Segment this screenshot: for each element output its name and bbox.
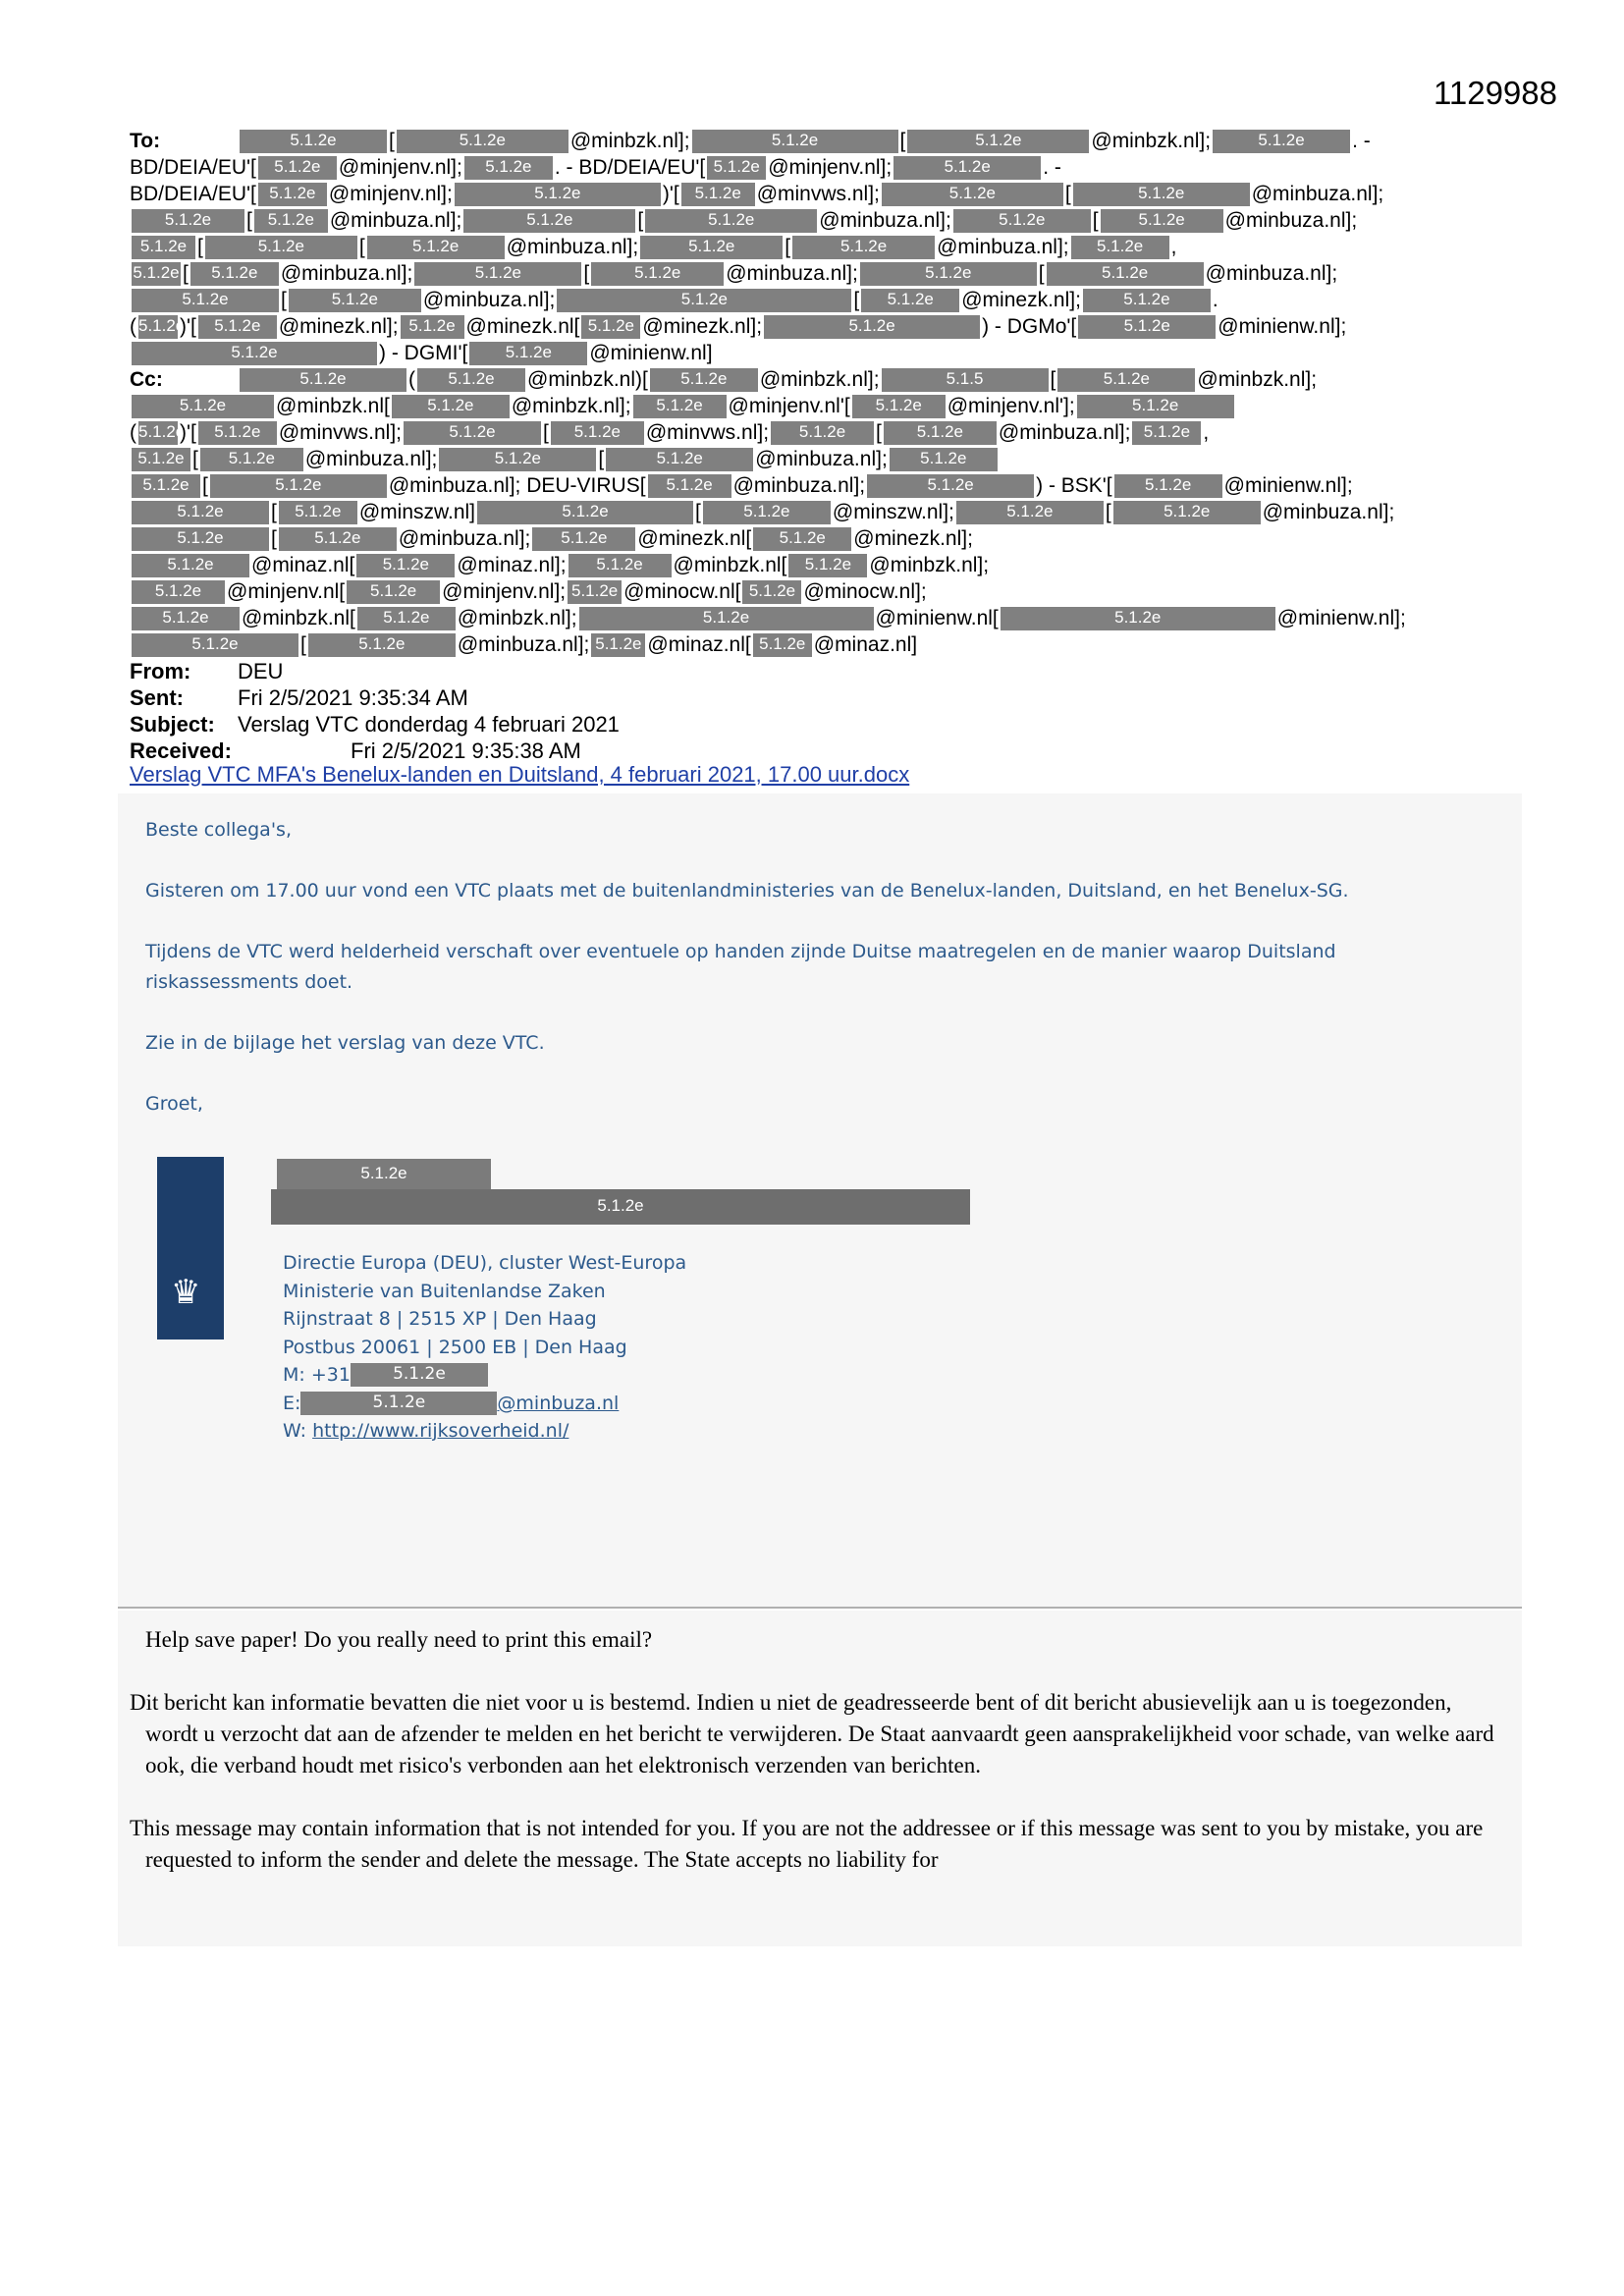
recipient-text: @minezk.nl]; — [278, 315, 399, 338]
recipient-text: ) - DGMo'[ — [982, 315, 1077, 338]
crest-icon: ♛ — [171, 1274, 201, 1311]
redaction-box: 5.1.2e — [132, 342, 377, 365]
recipients-block — [130, 128, 1504, 658]
recipient-line — [130, 631, 1504, 658]
recipient-text: @minbuza.nl]; — [1251, 183, 1384, 205]
website-link[interactable]: http://www.rijksoverheid.nl/ — [312, 1420, 569, 1442]
greeting: Beste collega's, — [145, 819, 292, 841]
recipient-line — [130, 605, 1504, 631]
signature-block — [283, 1249, 686, 1446]
recipient-text: @minbzk.nl[ — [242, 607, 355, 629]
recipient-text: @minbuza.nl]; — [506, 236, 639, 258]
redaction-box: 5.1.2e — [132, 633, 298, 657]
recipient-text: @minjenv.nl[ — [227, 580, 346, 603]
redaction-box: 5.1.2e — [764, 315, 980, 339]
to-block — [130, 128, 1504, 366]
redaction-box: 5.1.2e — [606, 448, 753, 471]
recipient-line — [130, 446, 1504, 472]
redaction-box: 5.1.2e — [860, 262, 1037, 286]
recipient-line — [130, 128, 1504, 154]
redaction-box: 5.1.2e — [132, 474, 200, 498]
subject-value: Verslag VTC donderdag 4 februari 2021 — [238, 712, 620, 737]
redaction-box: 5.1.2e — [198, 421, 277, 445]
signature-line-3: Rijnstraat 8 | 2515 XP | Den Haag — [283, 1308, 597, 1330]
recipient-text: @minocw.nl]; — [803, 580, 927, 603]
website-prefix: W: — [283, 1420, 307, 1442]
redaction-box: 5.1.2e — [532, 527, 635, 551]
recipient-text: @minezk.nl[ — [465, 315, 580, 338]
redaction-box: 5.1.2e — [1057, 368, 1195, 392]
recipient-text: @minjenv.nl]; — [442, 580, 567, 603]
recipient-text: @minbzk.nl]; — [1091, 130, 1212, 152]
recipient-label: Cc: — [130, 368, 163, 391]
recipient-text: @minbzk.nl]; — [569, 130, 690, 152]
redaction-box: 5.1.2e — [190, 262, 279, 286]
redaction-box: 5.1.2e — [1073, 183, 1250, 206]
redaction-box: 5.1.2e — [132, 262, 181, 286]
disclaimer — [130, 1624, 1504, 1907]
recipient-line — [130, 366, 1504, 393]
recipient-text: @minjenv.nl']; — [947, 395, 1075, 417]
recipient-text: [ — [358, 236, 365, 258]
recipient-text: @minjenv.nl]; — [768, 156, 893, 179]
recipient-text: @minienw.nl] — [589, 342, 713, 364]
recipient-text: [ — [202, 474, 208, 497]
redaction-box: 5.1.2e — [132, 580, 225, 604]
subject-row — [130, 711, 620, 738]
redaction-box: 5.1.2e — [132, 527, 269, 551]
recipient-line — [130, 499, 1504, 525]
recipient-line — [130, 472, 1504, 499]
redaction-box: 5.1.2e — [1132, 421, 1201, 445]
redaction-box: 5.1.2e — [357, 607, 456, 630]
redaction-box: 5.1.2e — [469, 342, 587, 365]
recipient-text: ( — [408, 368, 415, 391]
divider — [118, 1607, 1522, 1609]
recipient-label: To: — [130, 130, 161, 152]
signature-line-1: Directie Europa (DEU), cluster West-Europa — [283, 1252, 687, 1274]
recipient-text: [ — [637, 209, 644, 232]
redaction-box: 5.1.2e — [792, 236, 935, 259]
redaction-box: 5.1.2e — [956, 501, 1104, 524]
redaction-box: 5.1.2e — [882, 183, 1063, 206]
recipient-text: [ — [246, 209, 252, 232]
recipient-text: @minaz.nl[ — [251, 554, 355, 576]
recipient-line — [130, 313, 1504, 340]
redaction-box: 5.1.2e — [861, 289, 959, 312]
mobile-prefix: M: +31 — [283, 1364, 351, 1386]
redaction-box: 5.1.2e — [132, 236, 195, 259]
recipient-text: [ — [281, 289, 287, 311]
redaction-box: 5.1.2e — [279, 527, 397, 551]
redaction-box: 5.1.2e — [707, 156, 766, 180]
sent-row — [130, 684, 620, 711]
recipient-text: [ — [389, 130, 395, 152]
redaction-box: 5.1.2e — [477, 501, 693, 524]
recipient-text: )'[ — [180, 315, 196, 338]
recipient-text: ) - DGMI'[ — [379, 342, 468, 364]
redaction-box: 5.1.2e — [884, 421, 997, 445]
recipient-text: @minezk.nl]; — [961, 289, 1081, 311]
recipient-line — [130, 340, 1504, 366]
closing: Groet, — [145, 1093, 203, 1115]
recipient-line — [130, 207, 1504, 234]
recipient-text: @minbzk.nl)[ — [527, 368, 648, 391]
recipient-text: )'[ — [180, 421, 196, 444]
redaction-box: 5.1.2e — [258, 183, 327, 206]
recipient-text: @minbuza.nl]; — [422, 289, 556, 311]
redaction-box: 5.1.2e — [1077, 395, 1234, 418]
redaction-box: 5.1.2e — [1001, 607, 1275, 630]
redaction-box: 5.1.2e — [648, 474, 731, 498]
redaction-box: 5.1.2e — [392, 395, 510, 418]
redaction-box: 5.1.2e — [200, 448, 303, 471]
redaction-box: 5.1.2e — [591, 633, 645, 657]
redaction-box: 5.1.2e — [132, 501, 269, 524]
recipient-text: @minbzk.nl]; — [759, 368, 880, 391]
redaction-box: 5.1.2e — [579, 607, 874, 630]
recipient-text: @minvws.nl]; — [278, 421, 403, 444]
redaction-box: 5.1.2e — [633, 395, 727, 418]
recipient-text: @minienw.nl[ — [875, 607, 999, 629]
disclaimer-dutch: Dit bericht kan informatie bevatten die niet voor u is bestemd. Indien u niet de geadresseerde bent of dit bericht abusievelijk aan u is toegezonden, wordt u verzocht dat aan de afzender te melden en het bericht te verwijderen. De Staat aanvaardt geen aansprakelijkheid voor schade, van welke aard ook, die verband houdt met risico's verbonden aan het elektronisch verzenden van berichten. — [130, 1690, 1494, 1777]
redaction-box: 5.1.2e — [132, 554, 249, 577]
redaction-box: 5.1.2e — [356, 554, 455, 577]
recipient-line — [130, 552, 1504, 578]
redaction-box: 5.1.2e — [258, 156, 337, 180]
recipient-text: , — [1203, 421, 1210, 444]
recipient-text: BD/DEIA/EU'[ — [130, 156, 256, 179]
redaction-box: 5.1.2e — [414, 262, 581, 286]
recipient-text: @minbzk.nl[ — [276, 395, 390, 417]
redaction-box: 5.1.2e — [289, 289, 421, 312]
recipient-text: @minbzk.nl[ — [673, 554, 787, 576]
recipient-text: @minvws.nl]; — [756, 183, 880, 205]
recipient-text: @minbuza.nl]; — [726, 262, 858, 285]
recipient-text: @minocw.nl[ — [623, 580, 741, 603]
recipient-text: . - — [1043, 156, 1061, 179]
signature-name-redaction: 5.1.2e — [277, 1159, 491, 1192]
recipient-text: @minienw.nl]; — [1218, 315, 1347, 338]
recipient-text: @minbuza.nl]; — [1262, 501, 1395, 523]
redaction-box: 5.1.2e — [650, 368, 758, 392]
recipient-text: @minbuza.nl]; — [998, 421, 1131, 444]
recipient-text: @minbuza.nl]; — [937, 236, 1069, 258]
redaction-box: 5.1.2e — [464, 156, 553, 180]
redaction-box: 5.1.2e — [753, 527, 851, 551]
redaction-box: 5.1.2e — [417, 368, 525, 392]
attachment-link[interactable]: Verslag VTC MFA's Benelux-landen en Duitsland, 4 februari 2021, 17.00 uur.docx — [130, 762, 910, 787]
signature-line-4: Postbus 20061 | 2500 EB | Den Haag — [283, 1336, 627, 1358]
redaction-box: 5.1.2e — [210, 474, 387, 498]
recipient-line — [130, 578, 1504, 605]
redaction-box: 5.1.2e — [240, 130, 387, 153]
recipient-text: [ — [876, 421, 882, 444]
email-domain-link[interactable]: @minbuza.nl — [497, 1392, 620, 1414]
recipient-text: @minezk.nl]; — [853, 527, 973, 550]
disclaimer-english: This message may contain information that is not intended for you. If you are not the addressee or if this message was sent to you by mistake, you are requested to inform the sender and delete the message. The State accepts no liability for — [130, 1816, 1484, 1872]
received-value: Fri 2/5/2021 9:35:38 AM — [351, 738, 581, 763]
redaction-box: 5.1.2e — [645, 209, 817, 233]
redaction-box: 5.1.2e — [1101, 209, 1223, 233]
recipient-text: @minbzk.nl]; — [1197, 368, 1318, 391]
redaction-box: 5.1.2e — [1213, 130, 1350, 153]
print-notice: Help save paper! Do you really need to print this email? — [145, 1627, 653, 1652]
recipient-text: [ — [695, 501, 701, 523]
recipient-text: [ — [1092, 209, 1099, 232]
recipient-text: [ — [853, 289, 860, 311]
signature-email — [283, 1390, 686, 1418]
redaction-box: 5.1.2e — [132, 607, 240, 630]
message-meta — [130, 658, 620, 764]
recipient-text: [ — [1105, 501, 1111, 523]
cc-block — [130, 366, 1504, 658]
redaction-box: 5.1.2e — [401, 315, 464, 339]
recipient-text: @minjenv.nl'[ — [728, 395, 850, 417]
recipient-text: @minienw.nl]; — [1223, 474, 1353, 497]
recipient-text: @minienw.nl]; — [1276, 607, 1406, 629]
received-row — [130, 738, 620, 764]
rijksoverheid-logo — [157, 1157, 224, 1339]
body-paragraph-2: Tijdens de VTC werd helderheid verschaft over eventuele op handen zijnde Duitse maatregelen en de manier waarop Duitsland riskassessments doet. — [145, 941, 1336, 993]
redaction-box: 5.1.2e — [890, 448, 998, 471]
signature-mobile — [283, 1361, 686, 1390]
redaction-box: 5.1.5 — [882, 368, 1049, 392]
signature-line-2: Ministerie van Buitenlandse Zaken — [283, 1280, 606, 1302]
redaction-box: 5.1.2e — [240, 368, 406, 392]
redaction-box: 5.1.2e — [788, 554, 867, 577]
recipient-text: @minbzk.nl]; — [869, 554, 990, 576]
redaction-box: 5.1.2e — [397, 130, 568, 153]
redaction-box: 5.1.2e — [132, 209, 244, 233]
recipient-text: @minaz.nl]; — [457, 554, 567, 576]
redaction-box: 5.1.2e — [132, 289, 279, 312]
redaction-box: 5.1.2e — [254, 209, 328, 233]
recipient-line — [130, 234, 1504, 260]
recipient-line — [130, 181, 1504, 207]
redaction-box: 5.1.2e — [1114, 474, 1222, 498]
redaction-box: 5.1.2e — [640, 236, 783, 259]
signature-website — [283, 1417, 686, 1446]
redaction-box: 5.1.2e — [703, 501, 831, 524]
recipient-text: @minezk.nl[ — [637, 527, 752, 550]
recipient-text: [ — [1050, 368, 1056, 391]
recipient-text: [ — [583, 262, 590, 285]
from-label: From: — [130, 659, 191, 683]
redaction-box: 5.1.2e — [439, 448, 596, 471]
recipient-line — [130, 260, 1504, 287]
recipient-text: [ — [899, 130, 906, 152]
email-prefix: E: — [283, 1392, 301, 1414]
recipient-text: @minszw.nl]; — [832, 501, 954, 523]
recipient-text: @minbuza.nl]; — [819, 209, 951, 232]
redaction-box: 5.1.2e — [591, 262, 724, 286]
redaction-box: 5.1.2e — [557, 289, 851, 312]
recipient-text: , — [1170, 236, 1177, 258]
recipient-text: @minbzk.nl]; — [511, 395, 631, 417]
recipient-text: [ — [183, 262, 189, 285]
recipient-text: [ — [192, 448, 198, 470]
redaction-box: 5.1.2e — [138, 315, 178, 339]
redaction-box: 5.1.2e — [367, 236, 505, 259]
redaction-box: 5.1.2e — [138, 421, 178, 445]
recipient-text: @minjenv.nl]; — [328, 183, 453, 205]
recipient-text: [ — [271, 501, 277, 523]
from-row — [130, 658, 620, 684]
email-redaction: 5.1.2e — [300, 1392, 497, 1415]
redaction-box: 5.1.2e — [198, 315, 277, 339]
recipient-line — [130, 525, 1504, 552]
recipient-text: . - BD/DEIA/EU'[ — [554, 156, 706, 179]
redaction-box: 5.1.2e — [953, 209, 1091, 233]
redaction-box: 5.1.2e — [771, 421, 874, 445]
recipient-text: . - — [1352, 130, 1371, 152]
message-body — [145, 815, 1500, 1150]
recipient-line — [130, 419, 1504, 446]
redaction-box: 5.1.2e — [132, 395, 274, 418]
mobile-redaction: 5.1.2e — [351, 1363, 488, 1387]
recipient-text: BD/DEIA/EU'[ — [130, 183, 256, 205]
recipient-text: [ — [1064, 183, 1071, 205]
subject-label: Subject: — [130, 712, 215, 737]
body-paragraph-3: Zie in de bijlage het verslag van deze VTC. — [145, 1032, 545, 1054]
sent-value: Fri 2/5/2021 9:35:34 AM — [238, 685, 468, 710]
redaction-box: 5.1.2e — [753, 633, 812, 657]
redaction-box: 5.1.2e — [455, 183, 661, 206]
from-value: DEU — [238, 659, 284, 683]
recipient-text: @minaz.nl] — [813, 633, 918, 656]
signature-title-redaction: 5.1.2e — [271, 1189, 970, 1225]
redaction-box: 5.1.2e — [1083, 289, 1211, 312]
redaction-box: 5.1.2e — [1047, 262, 1204, 286]
recipient-text: @minbuza.nl]; — [280, 262, 413, 285]
recipient-text: @minbuza.nl]; — [755, 448, 888, 470]
redaction-box: 5.1.2e — [205, 236, 357, 259]
redaction-box: 5.1.2e — [568, 554, 672, 577]
body-paragraph-1: Gisteren om 17.00 uur vond een VTC plaats met de buitenlandministeries van de Benelux-landen, Duitsland, en het Benelux-SG. — [145, 880, 1349, 902]
redaction-box: 5.1.2e — [581, 315, 640, 339]
redaction-box: 5.1.2e — [279, 501, 357, 524]
recipient-text: @minbuza.nl]; — [457, 633, 590, 656]
recipient-text: ( — [130, 421, 136, 444]
recipient-text: @minszw.nl] — [358, 501, 476, 523]
recipient-text: ( — [130, 315, 136, 338]
recipient-text: @minjenv.nl]; — [338, 156, 462, 179]
redaction-box: 5.1.2e — [1078, 315, 1216, 339]
recipient-text: @minezk.nl]; — [642, 315, 763, 338]
recipient-text: [ — [543, 421, 549, 444]
redaction-box: 5.1.2e — [681, 183, 755, 206]
recipient-text: . — [1212, 289, 1218, 311]
recipient-text: @minbuza.nl]; — [304, 448, 438, 470]
redaction-box: 5.1.2e — [1071, 236, 1169, 259]
redaction-box: 5.1.2e — [347, 580, 440, 604]
recipient-text: [ — [300, 633, 306, 656]
redaction-box: 5.1.2e — [463, 209, 635, 233]
recipient-text: [ — [785, 236, 791, 258]
recipient-text: [ — [197, 236, 203, 258]
sent-label: Sent: — [130, 685, 184, 710]
redaction-box: 5.1.2e — [1113, 501, 1261, 524]
recipient-line — [130, 154, 1504, 181]
recipient-text: @minbuza.nl]; — [732, 474, 866, 497]
recipient-text: [ — [598, 448, 605, 470]
recipient-text: ) - BSK'[ — [1036, 474, 1112, 497]
recipient-line — [130, 287, 1504, 313]
recipient-text: [ — [271, 527, 277, 550]
redaction-box: 5.1.2e — [568, 580, 622, 604]
redaction-box: 5.1.2e — [551, 421, 644, 445]
recipient-text: @minbuza.nl]; — [398, 527, 531, 550]
recipient-text: @minvws.nl]; — [645, 421, 770, 444]
redaction-box: 5.1.2e — [742, 580, 801, 604]
recipient-text: @minbuza.nl]; DEU-VIRUS[ — [388, 474, 646, 497]
recipient-text: @minbuza.nl]; — [1205, 262, 1338, 285]
recipient-line — [130, 393, 1504, 419]
redaction-box: 5.1.2e — [404, 421, 541, 445]
document-number: 1129988 — [1433, 75, 1557, 111]
redaction-box: 5.1.2e — [867, 474, 1034, 498]
recipient-text: @minbzk.nl]; — [457, 607, 577, 629]
recipient-text: )'[ — [662, 183, 679, 205]
redaction-box: 5.1.2e — [132, 448, 190, 471]
recipient-text: @minbuza.nl]; — [329, 209, 462, 232]
redaction-box: 5.1.2e — [852, 395, 946, 418]
recipient-text: [ — [1038, 262, 1045, 285]
recipient-text: @minbuza.nl]; — [1224, 209, 1358, 232]
recipient-text: @minaz.nl[ — [647, 633, 751, 656]
redaction-box: 5.1.2e — [893, 156, 1041, 180]
received-label: Received: — [130, 738, 232, 763]
redaction-box: 5.1.2e — [907, 130, 1089, 153]
redaction-box: 5.1.2e — [308, 633, 456, 657]
redaction-box: 5.1.2e — [692, 130, 898, 153]
